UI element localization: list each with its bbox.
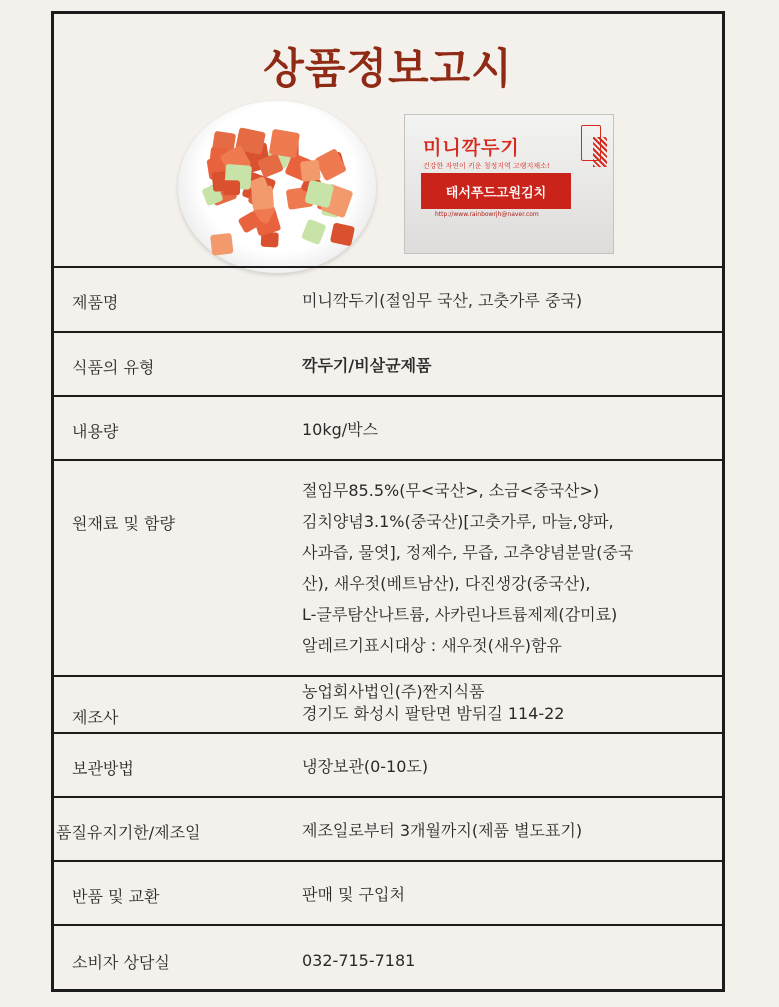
row-value [302,948,415,973]
table-row [54,924,722,992]
box-front [404,114,614,254]
row-value [302,882,405,907]
table-row [54,675,722,732]
value-line: 사과즙, 물엿], 정제수, 무즙, 고추양념분말(중국 [302,543,634,562]
value-line: 032-715-7181 [302,951,416,970]
box-company-text: 태서푸드고원김치 [445,185,547,201]
kimchi-cube [210,233,233,256]
row-value [302,353,432,378]
table-row [54,459,722,675]
kimchi-cube [301,219,327,246]
box-url-text: http://www.rainbowrjh@naver.com [435,211,539,218]
row-label: 내용량 [72,422,119,441]
value-line: 제조일로부터 3개월까지(제품 별도표기) [302,821,583,840]
table-row [54,860,722,924]
row-label: 소비자 상담실 [72,953,170,972]
table-row [54,266,722,331]
box-company-band [421,173,571,209]
row-label: 식품의 유형 [72,358,155,377]
row-label: 원재료 및 함량 [72,514,175,533]
kimchi-cube [330,222,355,246]
value-line: 경기도 화성시 팔탄면 밤뒤길 114-22 [302,704,565,723]
product-box-image [404,108,616,254]
row-value [302,288,582,313]
row-label: 보관방법 [72,759,134,778]
value-line: 산), 새우젓(베트남산), 다진생강(중국산), [302,574,591,593]
value-line: 미니깍두기(절임무 국산, 고춧가루 중국) [302,291,583,310]
row-value [302,417,378,442]
row-label: 제품명 [72,293,119,312]
row-value [302,475,633,661]
page-title: 상품정보고시 [263,44,513,93]
row-value [302,754,428,779]
value-line: 절임무85.5%(무<국산>, 소금<중국산>) [302,481,600,500]
table-row [54,796,722,860]
value-line: 10kg/박스 [302,420,379,439]
table-row [54,331,722,395]
row-label: 품질유지기한/제조일 [56,823,201,842]
row-value [302,818,582,843]
value-line: 농업회사법인(주)짠지식품 [302,682,485,701]
product-info-card [51,11,725,992]
kimchi-cube [300,160,321,182]
value-line: 깍두기/비살균제품 [302,356,432,375]
value-line: L-글루탐산나트륨, 사카린나트륨제제(감미료) [302,605,618,624]
table-row [54,395,722,459]
row-label: 제조사 [72,708,119,727]
box-slogan-text: 건강한 자연이 키운 청정지역 고랭지채소! [423,162,550,170]
value-line: 판매 및 구입처 [302,885,405,904]
value-line: 김치양념3.1%(중국산)[고춧가루, 마늘,양파, [302,512,614,531]
row-value [302,681,565,725]
kkakdugi-image [191,117,359,262]
row-label: 반품 및 교환 [72,887,160,906]
value-line: 알레르기표시대상 : 새우젓(새우)함유 [302,636,562,655]
table-row [54,732,722,796]
kimchi-cube [223,180,240,195]
kimchi-cube [269,129,300,158]
value-line: 냉장보관(0-10도) [302,757,429,776]
box-stamp-pattern [593,137,607,167]
box-brand-text: 미니깍두기 [423,137,520,159]
